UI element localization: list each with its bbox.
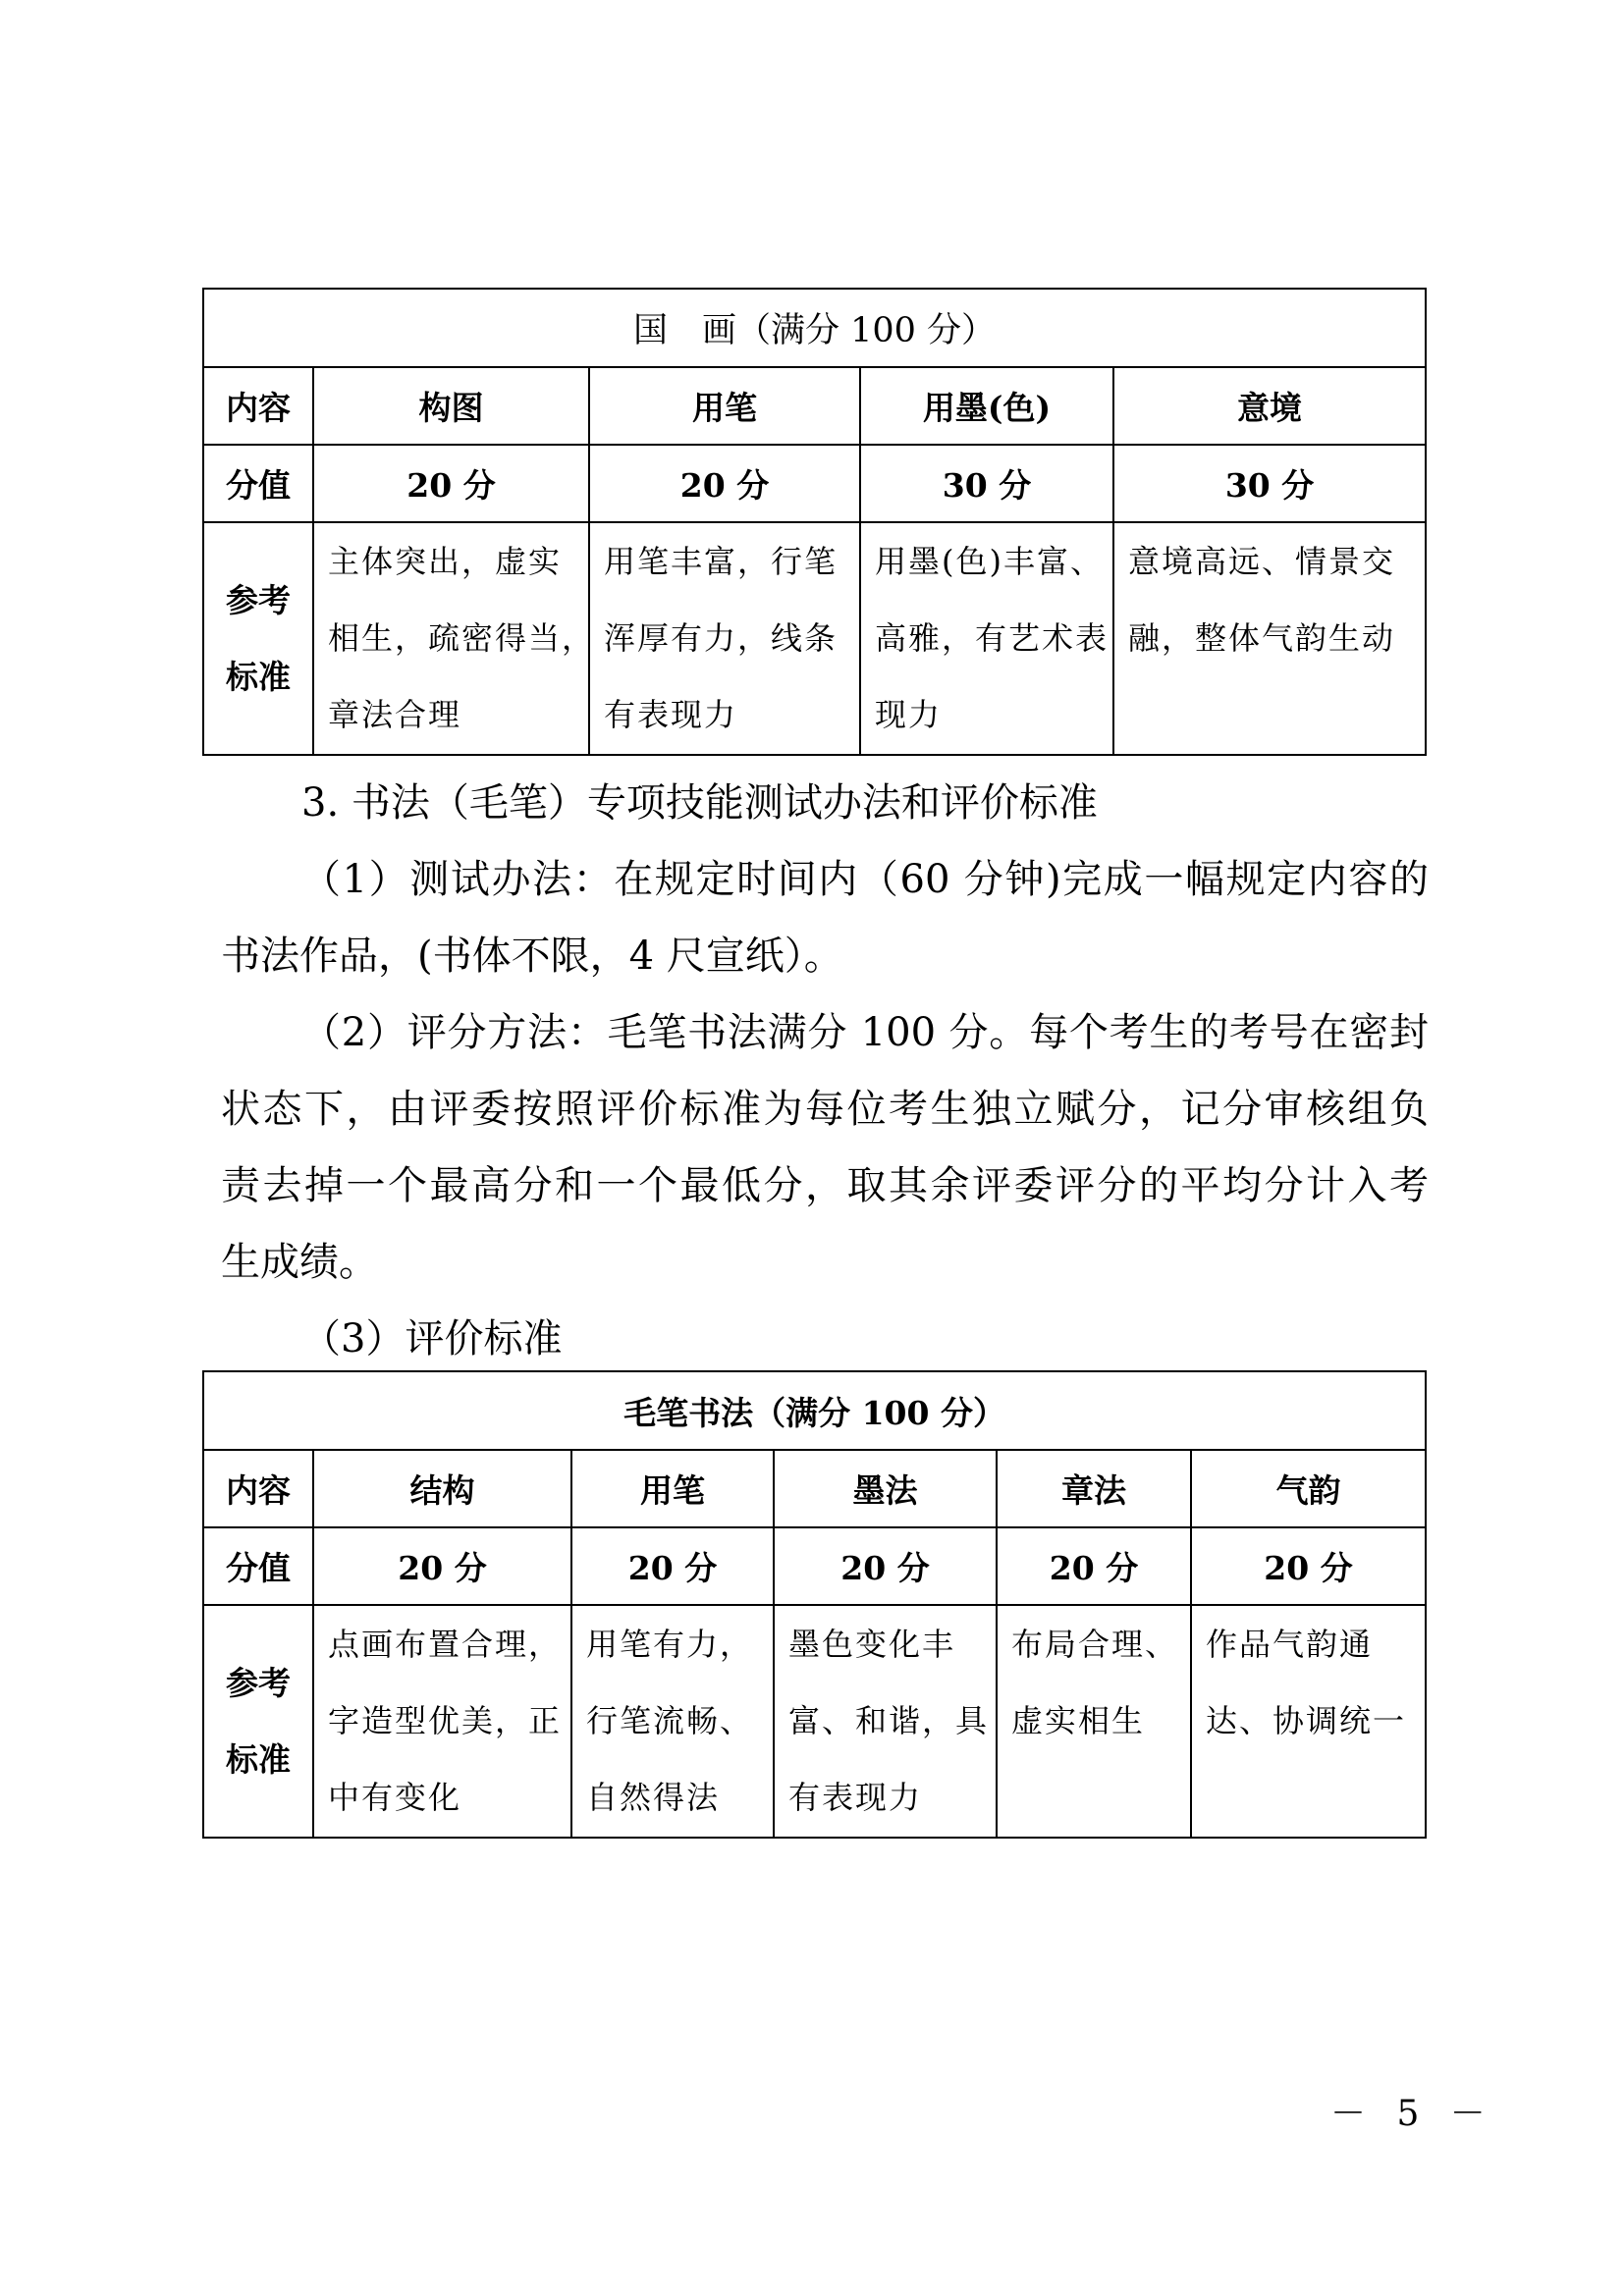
column-header: 墨法 xyxy=(774,1450,997,1527)
label-line: 标准 xyxy=(226,1739,291,1779)
criteria-line: 浑厚有力，线条 xyxy=(604,619,839,657)
column-header: 用笔 xyxy=(589,367,860,445)
column-header: 意境 xyxy=(1113,367,1426,445)
paragraph-line: （2）评分方法：毛笔书法满分 100 分。每个考生的考号在密封 xyxy=(301,1010,1429,1055)
guohua-scoring-table xyxy=(202,288,1427,756)
criteria-line: 有表现力 xyxy=(604,696,738,733)
criteria-line: 布局合理、 xyxy=(1011,1626,1179,1663)
paragraph-line: （3）评价标准 xyxy=(301,1316,563,1362)
score-cell: 20 分 xyxy=(313,1527,571,1605)
column-header: 气韵 xyxy=(1191,1450,1426,1527)
criteria-line: 融，整体气韵生动 xyxy=(1128,619,1396,657)
criteria-cell xyxy=(1191,1605,1426,1838)
criteria-line: 达、协调统一 xyxy=(1206,1702,1407,1739)
criteria-line: 用笔有力， xyxy=(586,1626,754,1663)
score-cell: 20 分 xyxy=(774,1527,997,1605)
column-header: 章法 xyxy=(997,1450,1191,1527)
criteria-cell xyxy=(571,1605,774,1838)
paragraph-line: 责去掉一个最高分和一个最低分，取其余评委评分的平均分计入考 xyxy=(221,1163,1429,1208)
criteria-cell xyxy=(997,1605,1191,1838)
row-label-reference xyxy=(203,522,313,755)
criteria-line: 墨色变化丰 xyxy=(788,1626,956,1663)
criteria-line: 有表现力 xyxy=(788,1779,923,1816)
criteria-line: 点画布置合理， xyxy=(328,1626,563,1663)
criteria-line: 字造型优美，正 xyxy=(328,1702,563,1739)
criteria-line: 中有变化 xyxy=(328,1779,462,1816)
label-line: 参考 xyxy=(226,1663,291,1702)
row-label-reference xyxy=(203,1605,313,1838)
criteria-line: 作品气韵通 xyxy=(1206,1626,1374,1663)
section-heading: 3. 书法（毛笔）专项技能测试办法和评价标准 xyxy=(301,780,1098,826)
column-header: 构图 xyxy=(313,367,589,445)
criteria-line: 相生，疏密得当， xyxy=(328,619,596,657)
paragraph-line: 状态下，由评委按照评价标准为每位考生独立赋分，记分审核组负 xyxy=(221,1087,1429,1132)
score-cell: 20 分 xyxy=(571,1527,774,1605)
row-label-content: 内容 xyxy=(203,367,313,445)
paragraph-line: 生成绩。 xyxy=(221,1240,378,1285)
criteria-line: 主体突出，虚实 xyxy=(328,543,563,580)
score-cell: 20 分 xyxy=(997,1527,1191,1605)
score-cell: 20 分 xyxy=(589,445,860,522)
criteria-line: 用墨(色)丰富、 xyxy=(875,543,1104,580)
table-title: 毛笔书法（满分 100 分） xyxy=(203,1371,1426,1450)
column-header: 结构 xyxy=(313,1450,571,1527)
column-header: 用笔 xyxy=(571,1450,774,1527)
criteria-cell xyxy=(1113,522,1426,755)
criteria-cell xyxy=(774,1605,997,1838)
paragraph-line: 书法作品，(书体不限，4 尺宣纸）。 xyxy=(221,934,843,979)
criteria-cell xyxy=(313,1605,571,1838)
criteria-line: 意境高远、情景交 xyxy=(1128,543,1396,580)
score-cell: 20 分 xyxy=(313,445,589,522)
label-line: 标准 xyxy=(226,657,291,696)
criteria-line: 高雅，有艺术表 xyxy=(875,619,1110,657)
score-cell: 30 分 xyxy=(1113,445,1426,522)
score-cell: 30 分 xyxy=(860,445,1113,522)
criteria-line: 现力 xyxy=(875,696,943,733)
row-label-content: 内容 xyxy=(203,1450,313,1527)
page-number: － 5 － xyxy=(1330,2094,1495,2134)
row-label-score: 分值 xyxy=(203,1527,313,1605)
criteria-line: 用笔丰富，行笔 xyxy=(604,543,839,580)
criteria-cell xyxy=(313,522,596,755)
criteria-line: 虚实相生 xyxy=(1011,1702,1146,1739)
criteria-cell xyxy=(860,522,1113,755)
criteria-line: 行笔流畅、 xyxy=(586,1702,754,1739)
score-cell: 20 分 xyxy=(1191,1527,1426,1605)
criteria-cell xyxy=(589,522,860,755)
paragraph-line: （1）测试办法：在规定时间内（60 分钟)完成一幅规定内容的 xyxy=(301,857,1429,902)
label-line: 参考 xyxy=(226,580,291,619)
calligraphy-scoring-table xyxy=(202,1370,1427,1839)
criteria-line: 章法合理 xyxy=(328,696,462,733)
row-label-score: 分值 xyxy=(203,445,313,522)
column-header: 用墨(色) xyxy=(860,367,1113,445)
criteria-line: 自然得法 xyxy=(586,1779,721,1816)
table-title: 国 画（满分 100 分） xyxy=(203,289,1426,367)
criteria-line: 富、和谐，具 xyxy=(788,1702,990,1739)
